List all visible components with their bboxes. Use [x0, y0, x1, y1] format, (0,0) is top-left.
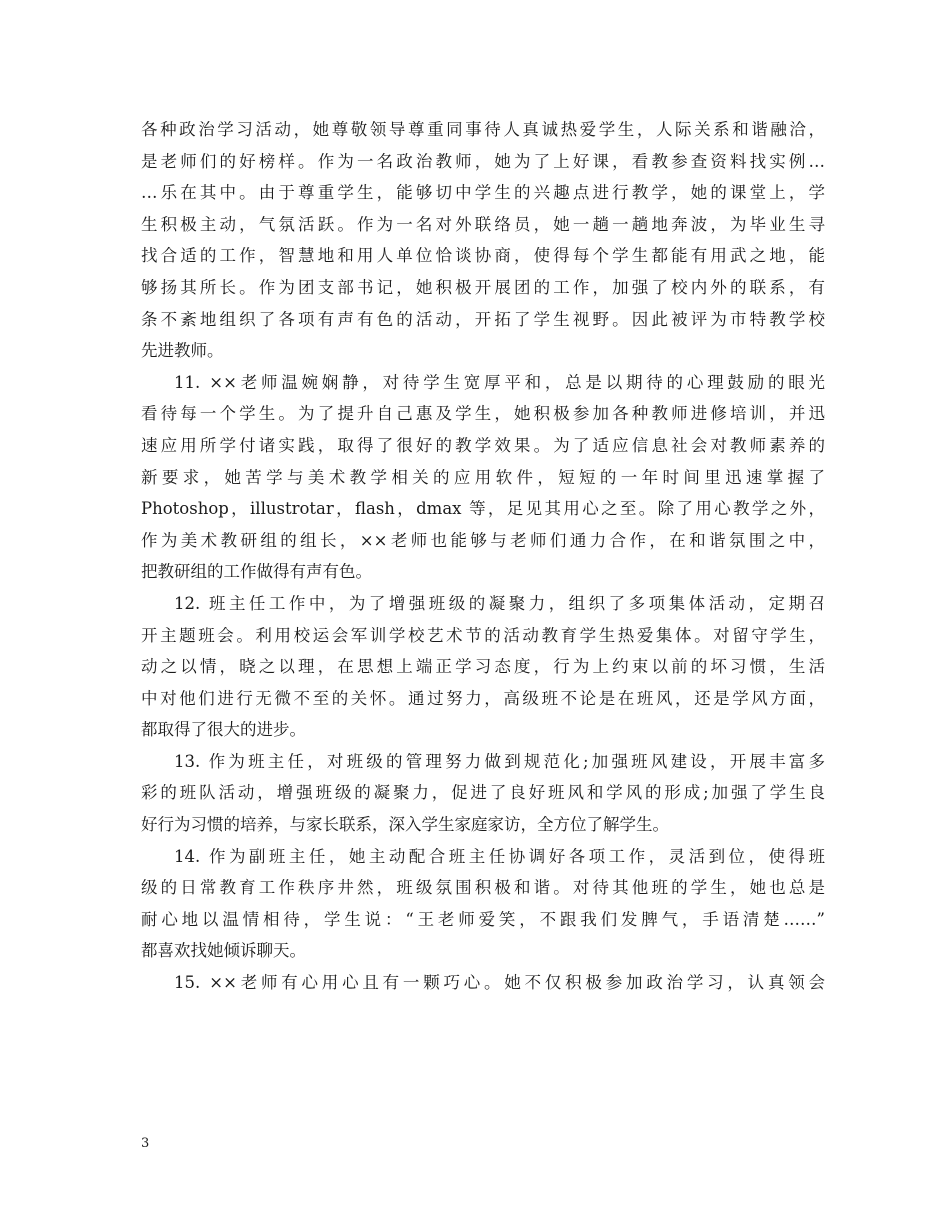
text-line: 好行为习惯的培养，与家长联系，深入学生家庭家访，全方位了解学生。 — [141, 815, 669, 835]
text-line: 12. 班主任工作中，为了增强班级的凝聚力，组织了多项集体活动，定期召 — [174, 593, 825, 613]
page-number: 3 — [141, 1136, 150, 1151]
text-line: 各种政治学习活动，她尊敬领导尊重同事待人真诚热爱学生，人际关系和谐融洽， — [141, 120, 825, 139]
text-line: 13. 作为班主任，对班级的管理努力做到规范化;加强班风建设，开展丰富多 — [174, 751, 825, 771]
text-line: 级的日常教育工作秩序井然，班级氛围积极和谐。对待其他班的学生，她也总是 — [141, 878, 825, 898]
text-line: 把教研组的工作做得有声有色。 — [141, 562, 372, 582]
text-line: 都喜欢找她倾诉聊天。 — [141, 941, 306, 961]
text-line: 彩的班队活动，增强班级的凝聚力，促进了良好班风和学风的形成;加强了学生良 — [141, 783, 825, 803]
text-line: 耐心地以温情相待，学生说：“王老师爱笑，不跟我们发脾气，手语清楚……” — [141, 909, 825, 929]
text-line: 11. ××老师温婉娴静，对待学生宽厚平和，总是以期待的心理鼓励的眼光 — [174, 372, 825, 392]
text-line: 是老师们的好榜样。作为一名政治教师，她为了上好课，看教参查资料找实例… — [141, 151, 825, 171]
text-line: 看待每一个学生。为了提升自己惠及学生，她积极参加各种教师进修培训，并迅 — [141, 404, 825, 424]
text-line: 动之以情，晓之以理，在思想上端正学习态度，行为上约束以前的坏习惯，生活 — [141, 657, 825, 677]
text-line: 速应用所学付诸实践，取得了很好的教学效果。为了适应信息社会对教师素养的 — [141, 435, 825, 455]
text-line: …乐在其中。由于尊重学生，能够切中学生的兴趣点进行教学，她的课堂上，学 — [141, 183, 825, 203]
text-line: 14. 作为副班主任，她主动配合班主任协调好各项工作，灵活到位，使得班 — [174, 846, 825, 866]
text-line: Photoshop，illustrotar，flash，dmax 等，足见其用心之至。除了用心教学之外， — [141, 499, 825, 519]
page-body-text — [141, 114, 825, 999]
text-line: 开主题班会。利用校运会军训学校艺术节的活动教育学生热爱集体。对留守学生， — [141, 625, 825, 645]
text-line: 都取得了很大的进步。 — [141, 720, 306, 740]
text-line: 够扬其所长。作为团支部书记，她积极开展团的工作，加强了校内外的联系，有 — [141, 277, 825, 297]
text-line: 生积极主动，气氛活跃。作为一名对外联络员，她一趟一趟地奔波，为毕业生寻 — [141, 214, 825, 234]
text-line: 作为美术教研组的组长，××老师也能够与老师们通力合作，在和谐氛围之中， — [141, 530, 825, 550]
text-line: 条不紊地组织了各项有声有色的活动，开拓了学生视野。因此被评为市特教学校 — [141, 309, 825, 329]
text-line: 找合适的工作，智慧地和用人单位恰谈协商，使得每个学生都能有用武之地，能 — [141, 246, 825, 266]
text-line: 15. ××老师有心用心且有一颗巧心。她不仅积极参加政治学习，认真领会 — [174, 973, 825, 993]
text-line: 新要求，她苦学与美术教学相关的应用软件，短短的一年时间里迅速掌握了 — [141, 467, 825, 487]
text-line: 先进教师。 — [141, 341, 224, 361]
text-line: 中对他们进行无微不至的关怀。通过努力，高级班不论是在班风，还是学风方面， — [141, 688, 825, 708]
